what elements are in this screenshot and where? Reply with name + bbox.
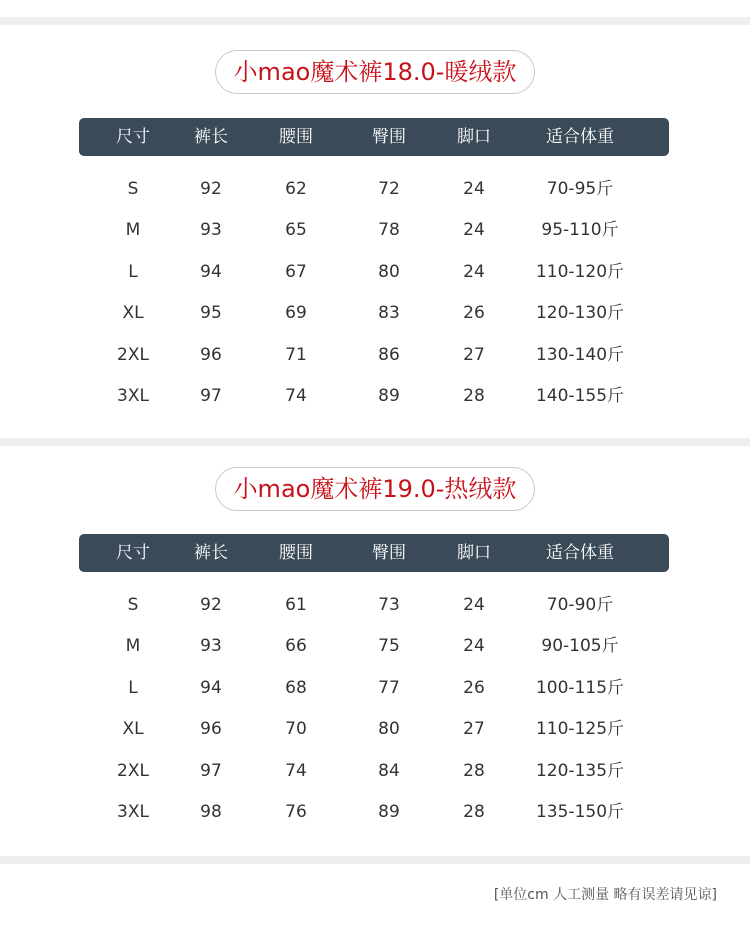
cell-length: 97 [200, 760, 222, 781]
cell-weight: 120-130斤 [535, 303, 625, 324]
header-size: 尺寸 [116, 543, 150, 563]
cell-waist: 68 [285, 677, 307, 698]
cell-hem: 27 [463, 344, 485, 365]
table-2-title-wrap [0, 467, 750, 511]
header-length: 裤长 [194, 543, 228, 563]
cell-weight: 110-125斤 [535, 719, 625, 740]
cell-weight: 120-135斤 [535, 760, 625, 781]
cell-length: 96 [200, 344, 222, 365]
cell-hip: 72 [378, 179, 400, 199]
header-hip: 臀围 [372, 543, 406, 563]
top-separator [0, 17, 750, 25]
cell-waist: 62 [285, 179, 307, 199]
header-waist: 腰围 [279, 127, 313, 147]
cell-hip: 83 [378, 303, 400, 324]
cell-length: 97 [200, 386, 222, 406]
middle-separator [0, 438, 750, 446]
cell-length: 94 [200, 677, 222, 698]
table-row [0, 376, 750, 417]
table-row [0, 169, 750, 210]
cell-size: S [127, 595, 139, 615]
cell-hip: 86 [378, 344, 400, 365]
cell-hem: 28 [463, 760, 485, 781]
cell-hip: 80 [378, 261, 400, 282]
header-weight: 适合体重 [546, 127, 614, 147]
cell-length: 98 [200, 802, 222, 822]
table-row [0, 668, 750, 709]
cell-weight: 135-150斤 [535, 802, 625, 822]
cell-waist: 71 [285, 344, 307, 365]
cell-size: M [125, 636, 141, 657]
cell-size: L [128, 677, 138, 698]
footer-note: [单位cm 人工测量 略有误差请见谅] [493, 887, 717, 903]
cell-hip: 89 [378, 386, 400, 406]
header-size: 尺寸 [116, 127, 150, 147]
cell-waist: 61 [285, 595, 307, 615]
table-row [0, 585, 750, 626]
table-1-header [79, 118, 669, 156]
cell-waist: 70 [285, 719, 307, 740]
cell-size: S [127, 179, 139, 199]
header-weight: 适合体重 [546, 543, 614, 563]
cell-length: 96 [200, 719, 222, 740]
header-hem: 脚口 [457, 543, 491, 563]
cell-weight: 140-155斤 [535, 386, 625, 406]
cell-size: M [125, 220, 141, 241]
cell-length: 92 [200, 595, 222, 615]
table-row [0, 751, 750, 792]
cell-length: 94 [200, 261, 222, 282]
cell-hem: 28 [463, 802, 485, 822]
table-row [0, 626, 750, 667]
cell-hip: 80 [378, 719, 400, 740]
cell-hem: 28 [463, 386, 485, 406]
cell-hem: 27 [463, 719, 485, 740]
table-row [0, 709, 750, 750]
cell-hip: 78 [378, 220, 400, 241]
cell-waist: 67 [285, 261, 307, 282]
table-2-title: 小mao魔术裤19.0-热绒款 [215, 467, 536, 511]
cell-waist: 69 [285, 303, 307, 324]
bottom-separator [0, 856, 750, 864]
cell-waist: 74 [285, 760, 307, 781]
table-row [0, 210, 750, 251]
cell-waist: 74 [285, 386, 307, 406]
header-length: 裤长 [194, 127, 228, 147]
cell-hip: 84 [378, 760, 400, 781]
cell-waist: 66 [285, 636, 307, 657]
cell-weight: 70-90斤 [546, 595, 614, 615]
cell-hip: 77 [378, 677, 400, 698]
cell-length: 93 [200, 220, 222, 241]
table-2-header [79, 534, 669, 572]
cell-hem: 24 [463, 179, 485, 199]
cell-hem: 24 [463, 220, 485, 241]
cell-weight: 130-140斤 [535, 344, 625, 365]
table-1-title: 小mao魔术裤18.0-暖绒款 [215, 50, 536, 94]
cell-length: 92 [200, 179, 222, 199]
cell-hem: 24 [463, 595, 485, 615]
cell-size: XL [122, 719, 144, 740]
table-row [0, 792, 750, 833]
cell-waist: 65 [285, 220, 307, 241]
table-row [0, 293, 750, 334]
cell-hem: 24 [463, 261, 485, 282]
header-hem: 脚口 [457, 127, 491, 147]
cell-weight: 100-115斤 [535, 677, 625, 698]
cell-hem: 24 [463, 636, 485, 657]
table-row [0, 335, 750, 376]
header-hip: 臀围 [372, 127, 406, 147]
cell-length: 95 [200, 303, 222, 324]
cell-size: L [128, 261, 138, 282]
cell-hem: 26 [463, 677, 485, 698]
table-1-title-wrap [0, 50, 750, 94]
cell-weight: 90-105斤 [541, 636, 619, 657]
cell-length: 93 [200, 636, 222, 657]
cell-size: 2XL [117, 760, 149, 781]
cell-hip: 75 [378, 636, 400, 657]
cell-size: 3XL [117, 386, 149, 406]
cell-hip: 73 [378, 595, 400, 615]
cell-weight: 70-95斤 [546, 179, 614, 199]
cell-hip: 89 [378, 802, 400, 822]
cell-waist: 76 [285, 802, 307, 822]
header-waist: 腰围 [279, 543, 313, 563]
cell-size: 2XL [117, 344, 149, 365]
cell-size: XL [122, 303, 144, 324]
table-row [0, 252, 750, 293]
cell-hem: 26 [463, 303, 485, 324]
cell-size: 3XL [117, 802, 149, 822]
cell-weight: 95-110斤 [541, 220, 619, 241]
cell-weight: 110-120斤 [535, 261, 625, 282]
